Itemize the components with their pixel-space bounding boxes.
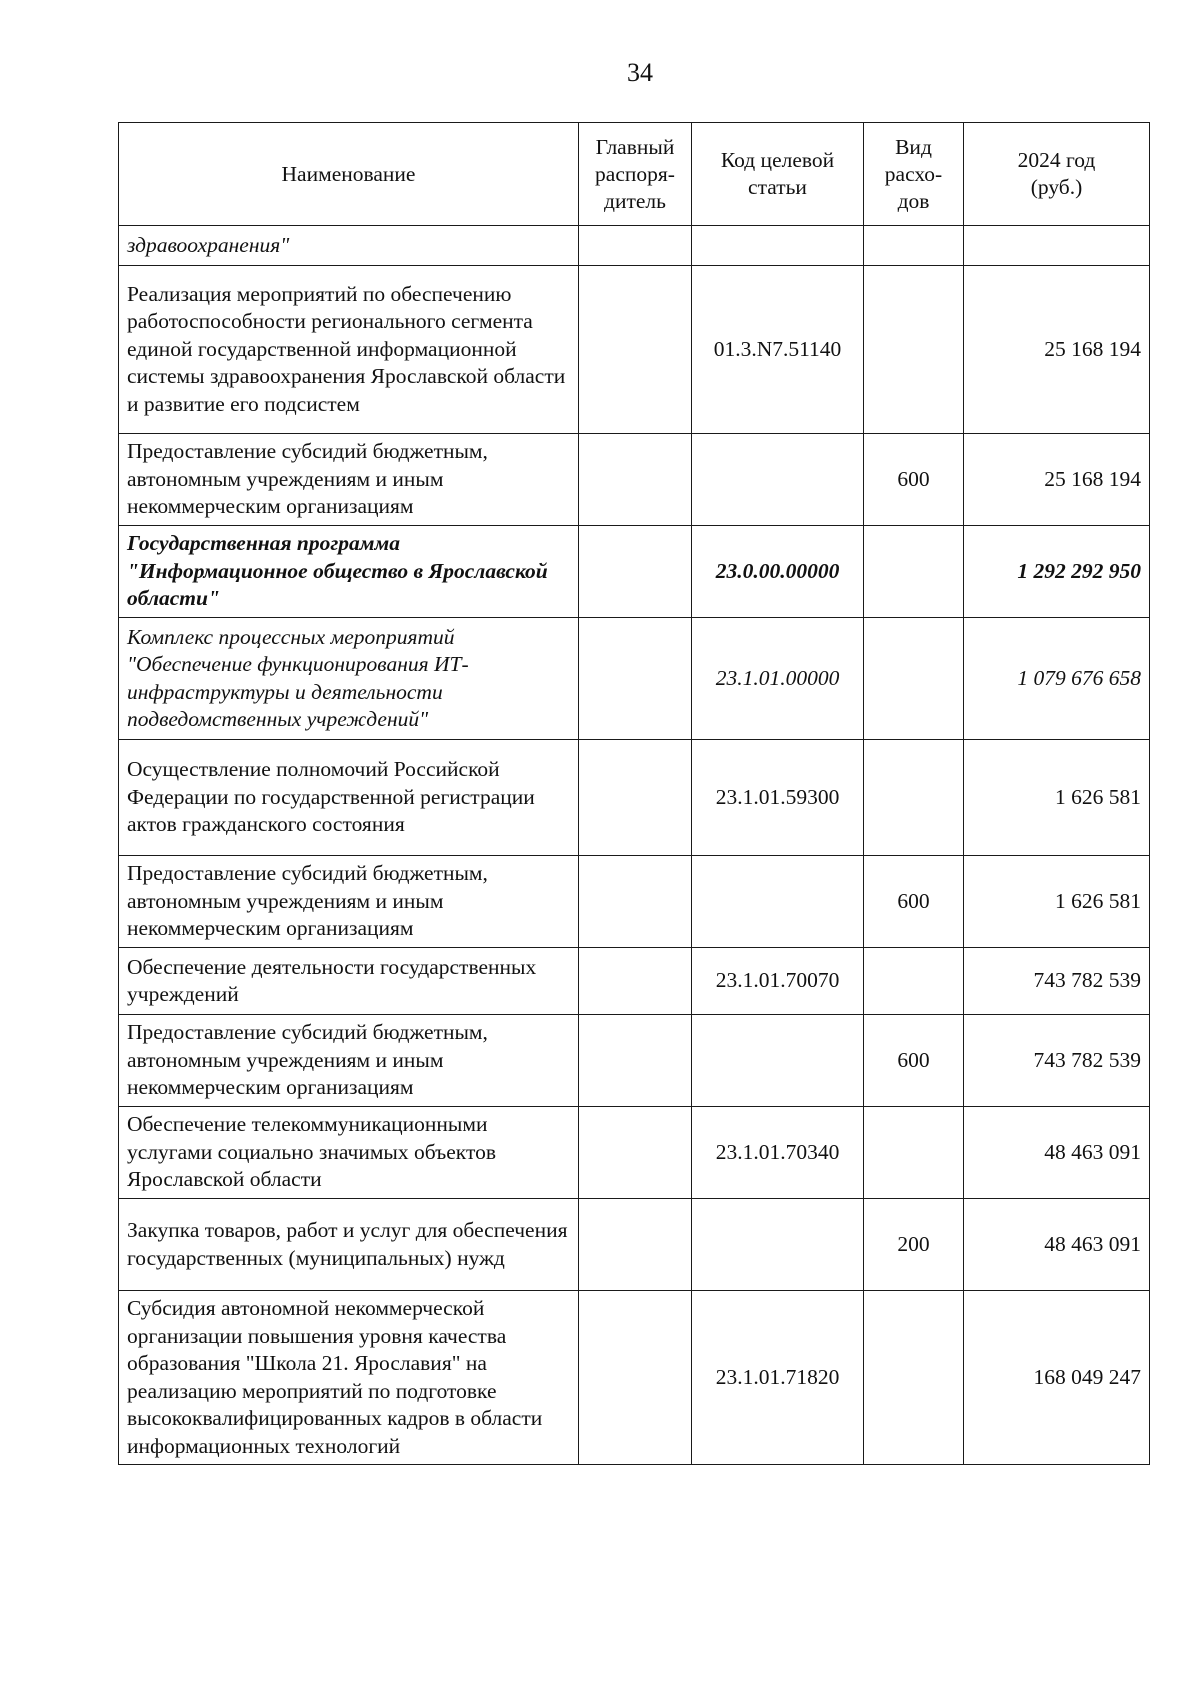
cell-code — [692, 856, 864, 948]
cell-name: Осуществление полномочий Российской Федерации по государственной регистрации актов гражданского состояния — [119, 740, 579, 856]
cell-code: 01.3.N7.51140 — [692, 266, 864, 434]
cell-name: здравоохранения" — [119, 226, 579, 266]
cell-type — [864, 226, 964, 266]
header-name: Наименование — [119, 123, 579, 226]
cell-name: Обеспечение телекоммуникационными услугами социально значимых объектов Ярославской области — [119, 1107, 579, 1199]
table-row — [119, 226, 1150, 266]
cell-manager — [579, 856, 692, 948]
cell-type — [864, 618, 964, 740]
cell-code — [692, 1015, 864, 1107]
table-row — [119, 526, 1150, 618]
cell-amount: 1 626 581 — [964, 740, 1150, 856]
cell-amount: 168 049 247 — [964, 1291, 1150, 1465]
table-header-row — [119, 123, 1150, 226]
table-body — [119, 226, 1150, 1465]
header-type: Вид расхо- дов — [864, 123, 964, 226]
cell-manager — [579, 1015, 692, 1107]
cell-type: 600 — [864, 1015, 964, 1107]
cell-amount: 25 168 194 — [964, 434, 1150, 526]
table-row — [119, 1291, 1150, 1465]
cell-code: 23.0.00.00000 — [692, 526, 864, 618]
table-row — [119, 948, 1150, 1015]
table-row — [119, 434, 1150, 526]
cell-manager — [579, 526, 692, 618]
page-number: 34 — [627, 58, 653, 87]
cell-amount: 1 292 292 950 — [964, 526, 1150, 618]
table-row — [119, 1107, 1150, 1199]
cell-type — [864, 266, 964, 434]
table-row — [119, 266, 1150, 434]
cell-amount: 48 463 091 — [964, 1107, 1150, 1199]
cell-name: Предоставление субсидий бюджетным, автономным учреждениям и иным некоммерческим организациям — [119, 856, 579, 948]
header-manager: Главный распоря- дитель — [579, 123, 692, 226]
cell-type: 600 — [864, 434, 964, 526]
cell-name: Комплекс процессных мероприятий "Обеспечение функционирования ИТ-инфраструктуры и деятельности подведомственных учреждений" — [119, 618, 579, 740]
cell-type — [864, 948, 964, 1015]
cell-manager — [579, 1199, 692, 1291]
cell-name: Закупка товаров, работ и услуг для обеспечения государственных (муниципальных) нужд — [119, 1199, 579, 1291]
cell-manager — [579, 740, 692, 856]
cell-code: 23.1.01.70340 — [692, 1107, 864, 1199]
cell-name: Реализация мероприятий по обеспечению работоспособности регионального сегмента единой государственной информационной системы здравоохранения Ярославской области и развитие его подсистем — [119, 266, 579, 434]
cell-code — [692, 434, 864, 526]
cell-code: 23.1.01.00000 — [692, 618, 864, 740]
header-year: 2024 год (руб.) — [964, 123, 1150, 226]
cell-type — [864, 1107, 964, 1199]
cell-manager — [579, 434, 692, 526]
cell-amount: 743 782 539 — [964, 948, 1150, 1015]
cell-code: 23.1.01.71820 — [692, 1291, 864, 1465]
cell-type: 600 — [864, 856, 964, 948]
cell-name: Предоставление субсидий бюджетным, автономным учреждениям и иным некоммерческим организациям — [119, 1015, 579, 1107]
table-row — [119, 740, 1150, 856]
cell-name: Предоставление субсидий бюджетным, автономным учреждениям и иным некоммерческим организациям — [119, 434, 579, 526]
cell-manager — [579, 948, 692, 1015]
cell-code: 23.1.01.59300 — [692, 740, 864, 856]
cell-name: Государственная программа "Информационное общество в Ярославской области" — [119, 526, 579, 618]
table-row — [119, 856, 1150, 948]
cell-name: Субсидия автономной некоммерческой организации повышения уровня качества образования "Школа 21. Ярославия" на реализацию мероприятий по подготовке высококвалифицированных кадров в области информационных технологий — [119, 1291, 579, 1465]
table-row — [119, 1199, 1150, 1291]
cell-type: 200 — [864, 1199, 964, 1291]
table-row — [119, 618, 1150, 740]
header-code: Код целевой статьи — [692, 123, 864, 226]
cell-type — [864, 1291, 964, 1465]
cell-amount: 25 168 194 — [964, 266, 1150, 434]
cell-manager — [579, 1291, 692, 1465]
cell-manager — [579, 1107, 692, 1199]
cell-amount: 743 782 539 — [964, 1015, 1150, 1107]
cell-code: 23.1.01.70070 — [692, 948, 864, 1015]
cell-manager — [579, 266, 692, 434]
cell-code — [692, 1199, 864, 1291]
table-row — [119, 1015, 1150, 1107]
cell-manager — [579, 618, 692, 740]
cell-type — [864, 526, 964, 618]
cell-type — [864, 740, 964, 856]
cell-manager — [579, 226, 692, 266]
cell-name: Обеспечение деятельности государственных учреждений — [119, 948, 579, 1015]
cell-amount: 1 079 676 658 — [964, 618, 1150, 740]
cell-amount — [964, 226, 1150, 266]
cell-amount: 48 463 091 — [964, 1199, 1150, 1291]
cell-amount: 1 626 581 — [964, 856, 1150, 948]
cell-code — [692, 226, 864, 266]
budget-table — [118, 122, 1150, 1465]
